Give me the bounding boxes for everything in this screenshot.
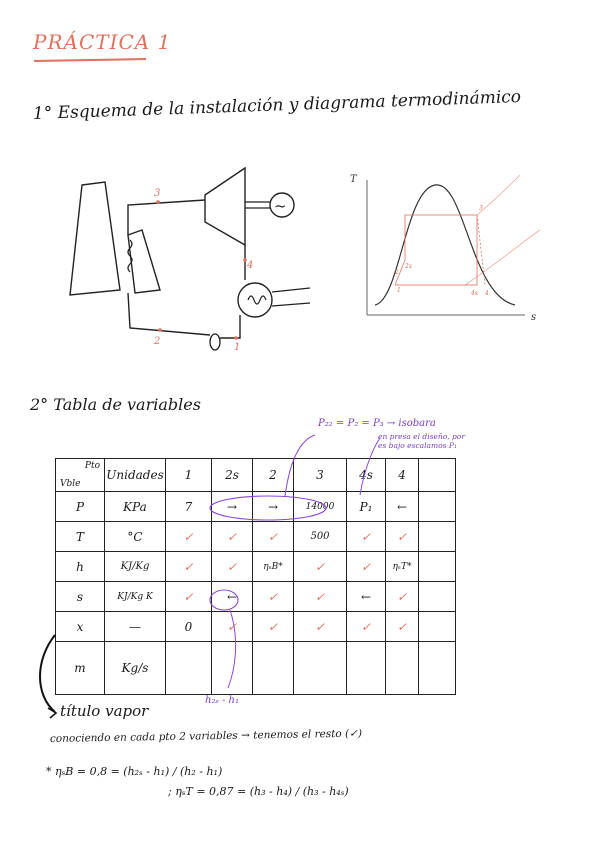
cell: ✓ [212,522,253,552]
ts-label-4: 4 [485,290,489,297]
cell [419,552,456,582]
cell: ✓ [347,552,386,582]
formula-2: ; ηₛT = 0,87 = (h₃ - h₄) / (h₃ - h₄ₛ) [168,785,349,798]
section-2-heading: 2° Tabla de variables [30,395,201,414]
cell: ✓ [212,552,253,582]
header-units: Unidades [105,459,166,492]
page-title: PRÁCTICA 1 [33,30,172,54]
entropy-circle [210,590,238,610]
row-unit: °C [105,522,166,552]
cell: ✓ [253,612,294,642]
ts-diagram [345,170,545,330]
cell: ✓ [253,522,294,552]
row-var: s [56,582,105,612]
row-unit: — [105,612,166,642]
ts-label-3: 3 [479,205,483,212]
row-unit: KJ/Kg K [105,582,166,612]
row-unit: KJ/Kg [105,552,166,582]
row-var: P [56,492,105,522]
ts-label-4s: 4s [471,290,478,297]
cell: P₁ [347,492,386,522]
cell: ✓ [347,522,386,552]
point-3-label: 3 [154,188,161,199]
row-unit: KPa [105,492,166,522]
cell: ✓ [166,582,212,612]
row-var: m [56,642,105,695]
row-var: h [56,552,105,582]
cell: ✓ [386,582,419,612]
header-pt4s: 4s [347,459,386,492]
ts-label-2s: 2s [405,263,412,270]
ts-label-2: 2 [395,269,399,276]
isobaric-note: P₂₂ = P₂ = P₃ → isobara [318,418,436,429]
cell: ← [347,582,386,612]
header-pt3: 3 [294,459,347,492]
cell: ✓ [166,552,212,582]
title-underline [34,58,146,62]
formula-1: * ηₛB = 0,8 = (h₂ₛ - h₁) / (h₂ - h₁) [46,765,223,778]
cell: ← [212,582,253,612]
cell: 7 [166,492,212,522]
header-pt2: 2 [253,459,294,492]
cell: → [212,492,253,522]
cell: ✓ [347,612,386,642]
condenser-icon [238,283,272,317]
row-var: T [56,522,105,552]
cell: ✓ [294,582,347,612]
cell: ✓ [212,612,253,642]
header-pt4: 4 [386,459,419,492]
ts-label-1: 1 [397,287,401,294]
point-1-label: 1 [234,342,241,353]
cell: ✓ [294,612,347,642]
turbine-shape [205,168,245,245]
vapor-note: título vapor [60,702,149,720]
cell: 14000 [294,492,347,522]
saturation-dome [375,185,515,305]
cell: ηₛB* [253,552,294,582]
table-corner: Pto Vble [56,459,105,492]
cell [419,582,456,612]
header-empty [419,459,456,492]
cell: ✓ [253,582,294,612]
cell: ✓ [386,612,419,642]
pressure-note: en presa el diseño, por es bajo escalamos P₁ [378,432,465,450]
cell: → [253,492,294,522]
cell: ✓ [166,522,212,552]
installation-scheme [60,160,330,360]
cell [419,642,456,695]
cell: ✓ [386,522,419,552]
pump-icon [210,334,220,350]
header-pt1: 1 [166,459,212,492]
s-axis-label: s [531,312,537,323]
cell [419,612,456,642]
row-unit: Kg/s [105,642,166,695]
enthalpy-note: h₂ₛ - h₁ [205,695,240,706]
cell: ηₛT* [386,552,419,582]
cell: ← [386,492,419,522]
section-1-heading: 1° Esquema de la instalación y diagrama termodinámico [32,86,522,124]
boiler-shape [70,182,120,295]
header-pt2s: 2s [212,459,253,492]
row-var: x [56,612,105,642]
isobaric-ellipse [210,496,326,520]
annotation-overlay [200,420,420,710]
cell: 500 [294,522,347,552]
point-2-label: 2 [154,336,161,347]
bottom-note: conociendo en cada pto 2 variables → tenemos el resto (✓) [49,727,363,745]
cell [419,492,456,522]
point-4-label: 4 [247,260,254,271]
cell: 0 [166,612,212,642]
t-axis-label: T [350,174,357,185]
boiler-inner [128,230,160,293]
generator-symbol: ~ [274,197,287,215]
cell [419,522,456,552]
cell: ✓ [294,552,347,582]
